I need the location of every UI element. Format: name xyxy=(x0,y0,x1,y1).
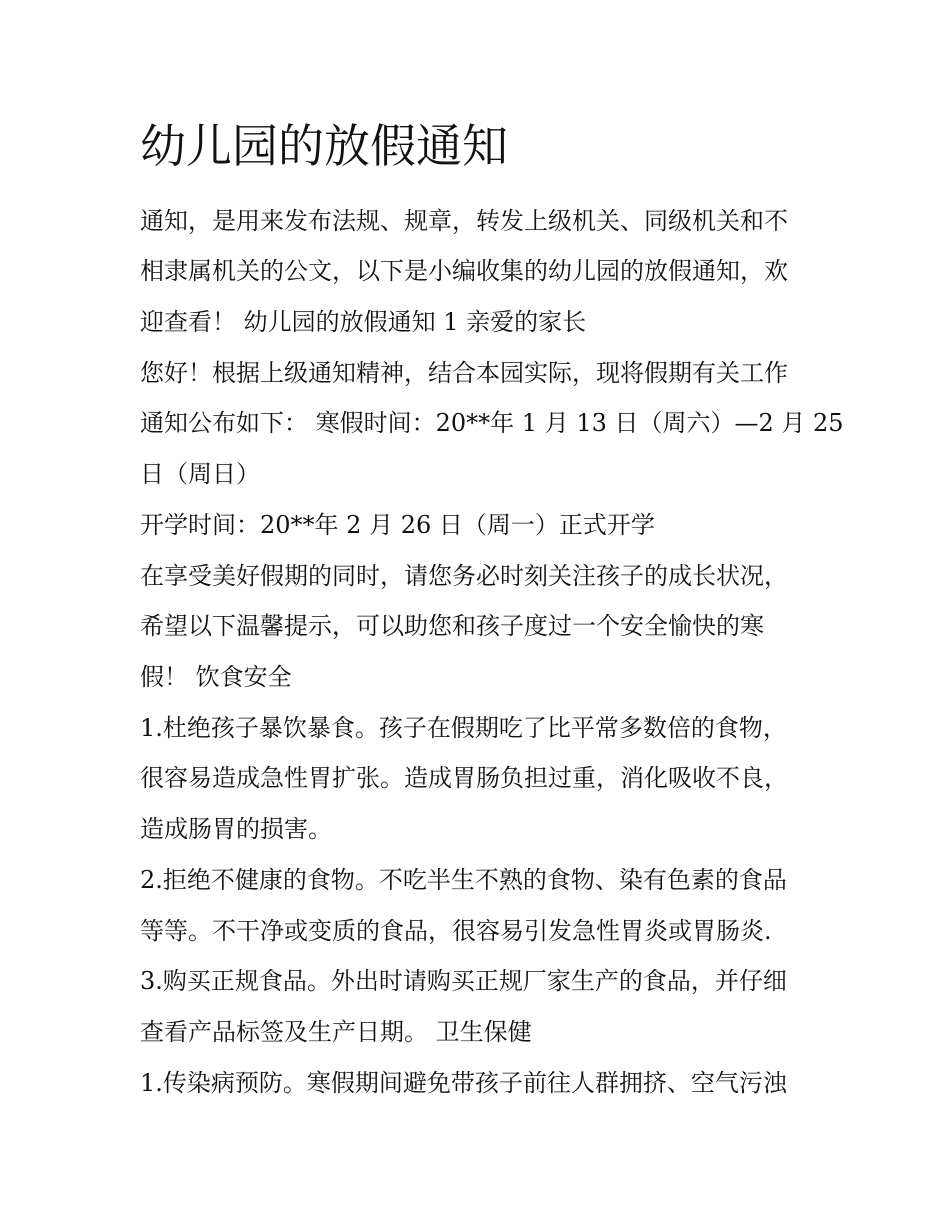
body-line-12: 很容易造成急性胃扩张。造成胃肠负担过重，消化吸收不良， xyxy=(140,764,788,792)
body-line-11: 1.杜绝孩子暴饮暴食。孩子在假期吃了比平常多数倍的食物， xyxy=(140,714,787,742)
body-line-8: 在享受美好假期的同时，请您务必时刻关注孩子的成长状况， xyxy=(140,562,788,590)
body-line-10: 假！ 饮食安全 xyxy=(140,663,292,691)
body-line-16: 3.购买正规食品。外出时请购买正规厂家生产的食品，并仔细 xyxy=(140,967,787,995)
body-line-5: 通知公布如下： 寒假时间：20**年 1 月 13 日（周六）—2 月 25 xyxy=(140,409,844,437)
body-line-1: 通知，是用来发布法规、规章，转发上级机关、同级机关和不 xyxy=(140,207,788,235)
body-line-15: 等等。不干净或变质的食品，很容易引发急性胃炎或胃肠炎. xyxy=(140,917,772,945)
body-line-17: 查看产品标签及生产日期。 卫生保健 xyxy=(140,1018,532,1046)
body-line-9: 希望以下温馨提示，可以助您和孩子度过一个安全愉快的寒 xyxy=(140,612,764,640)
body-line-14: 2.拒绝不健康的食物。不吃半生不熟的食物、染有色素的食品 xyxy=(140,866,787,894)
body-line-2: 相隶属机关的公文，以下是小编收集的幼儿园的放假通知，欢 xyxy=(140,257,788,285)
body-line-3: 迎查看！ 幼儿园的放假通知 1 亲爱的家长 xyxy=(140,308,587,336)
body-line-18: 1.传染病预防。寒假期间避免带孩子前往人群拥挤、空气污浊 xyxy=(140,1069,787,1097)
body-line-13: 造成肠胃的损害。 xyxy=(140,815,332,843)
body-line-6: 日（周日） xyxy=(140,460,260,488)
document-title: 幼儿园的放假通知 xyxy=(140,119,508,173)
body-line-7: 开学时间：20**年 2 月 26 日（周一）正式开学 xyxy=(140,511,655,539)
body-line-4: 您好！根据上级通知精神，结合本园实际，现将假期有关工作 xyxy=(140,359,788,387)
